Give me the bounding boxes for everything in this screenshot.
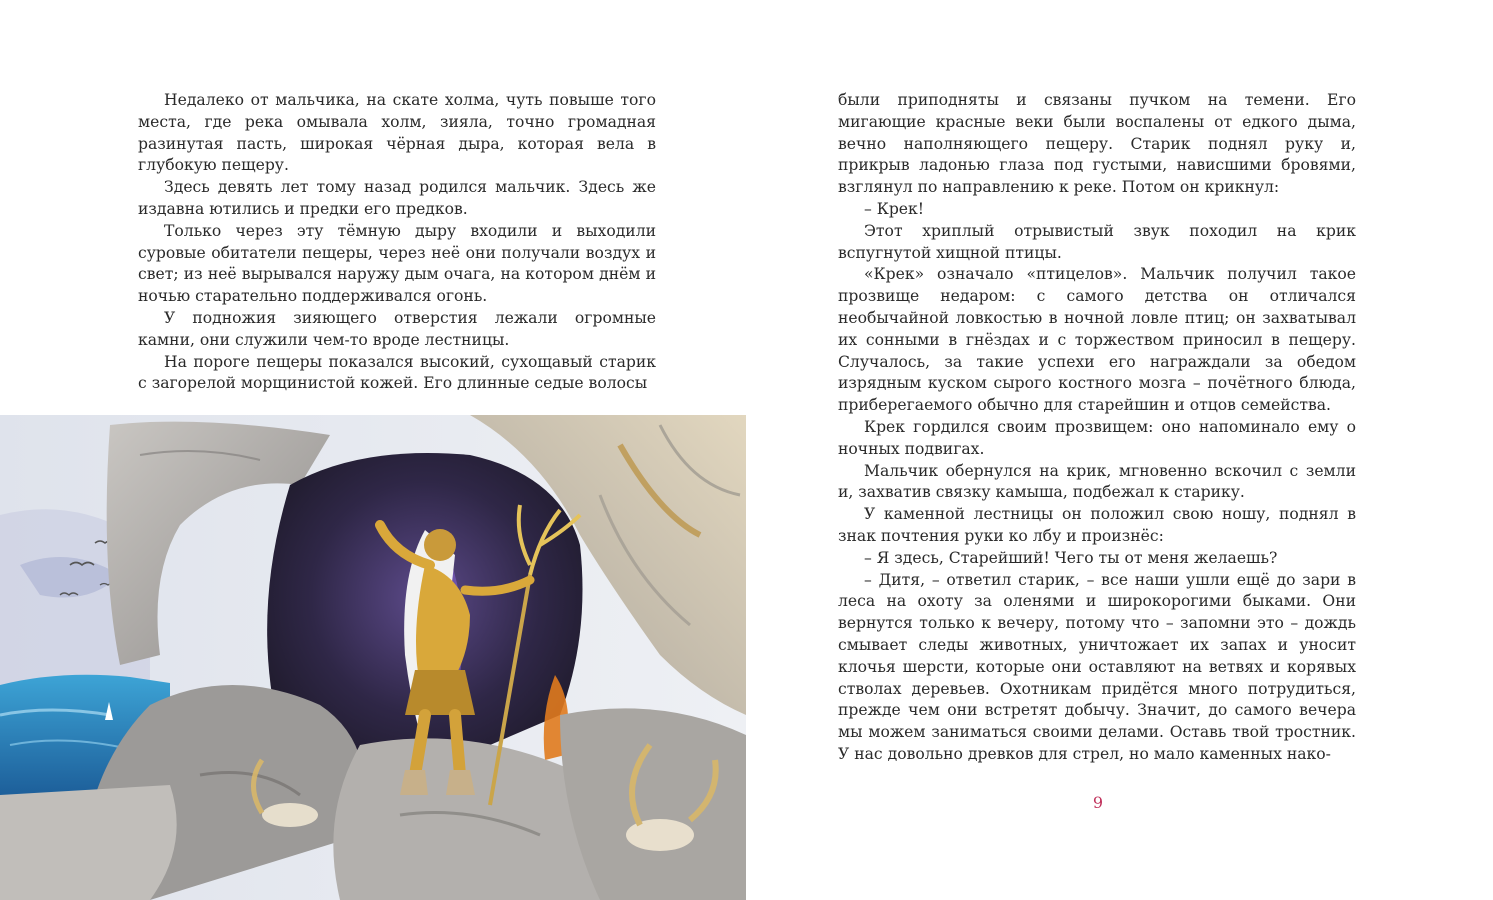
paragraph-continuation: были приподняты и связаны пучком на темени. Его мигающие красные веки были воспалены от едкого дыма, вечно наполняющего пещеру. Старик поднял руку и, прикрыв ладонью глаза под густыми, нависшими бровями, взглянул по направлению к реке. Потом он крикнул: [838,91,1356,197]
paragraph: Здесь девять лет тому назад родился мальчик. Здесь же издавна ютились и предки его предков. [138,178,656,218]
paragraph: – Крек! [864,199,925,218]
page-number: 9 [1092,793,1104,812]
paragraph: Только через эту тёмную дыру входили и выходили суровые обитатели пещеры, через неё они получали воздух и свет; из неё вырывался наружу дым очага, на котором днём и ночью старательно поддерживался огонь. [138,221,656,306]
paragraph: «Крек» означало «птицелов». Мальчик получил такое прозвище недаром: с самого детства он отличался необычайной ловкостью в ночной ловле птиц; он захватывал их сонными в гнёздах и с торжеством приносил в пещеру. Случалось, за такие успехи его награждали за обедом изрядным куском сырого костного мозга – почётного блюда, приберегаемого обычно для старейшин и отцов семейства. [838,265,1356,415]
left-page [0,0,746,900]
paragraph: – Дитя, – ответил старик, – все наши ушли ещё до зари в леса на охоту за оленями и широкорогими быками. Они вернутся только к вечеру, потому что – запомни это – дождь смывает следы животных, уничтожает их запах и уносит клочья шерсти, которые они оставляют на ветвях и корявых стволах деревьев. Охотникам придётся много потрудиться, прежде чем они встретят добычу. Значит, до самого вечера мы можем заниматься своими делами. Оставь твой тростник. У нас довольно древков для стрел, но мало каменных нако- [838,570,1356,763]
paragraph: На пороге пещеры показался высокий, сухощавый старик с загорелой морщинистой кожей. Его длинные седые волосы [138,352,656,393]
paragraph: У подножия зияющего отверстия лежали огромные камни, они служили чем-то вроде лестницы. [138,308,656,349]
paragraph: Этот хриплый отрывистый звук походил на крик вспугнутой хищной птицы. [838,221,1356,262]
cave-illustration [0,415,746,900]
right-page [746,0,1493,900]
paragraph: Крек гордился своим прозвищем: оно напоминало ему о ночных подвигах. [838,417,1356,458]
paragraph: – Я здесь, Старейший! Чего ты от меня желаешь? [864,548,1278,567]
left-text-column [138,90,656,395]
right-text-column [838,90,1356,766]
paragraph: У каменной лестницы он положил свою ношу, поднял в знак почтения руки ко лбу и произнёс: [838,505,1356,545]
paragraph: Мальчик обернулся на крик, мгновенно вскочил с земли и, захватив связку камыша, подбежал к старику. [838,461,1356,502]
paragraph: Недалеко от мальчика, на скате холма, чуть повыше того места, где река омывала холм, зияла, точно громадная разинутая пасть, широкая чёрная дыра, которая вела в глубокую пещеру. [138,91,656,175]
